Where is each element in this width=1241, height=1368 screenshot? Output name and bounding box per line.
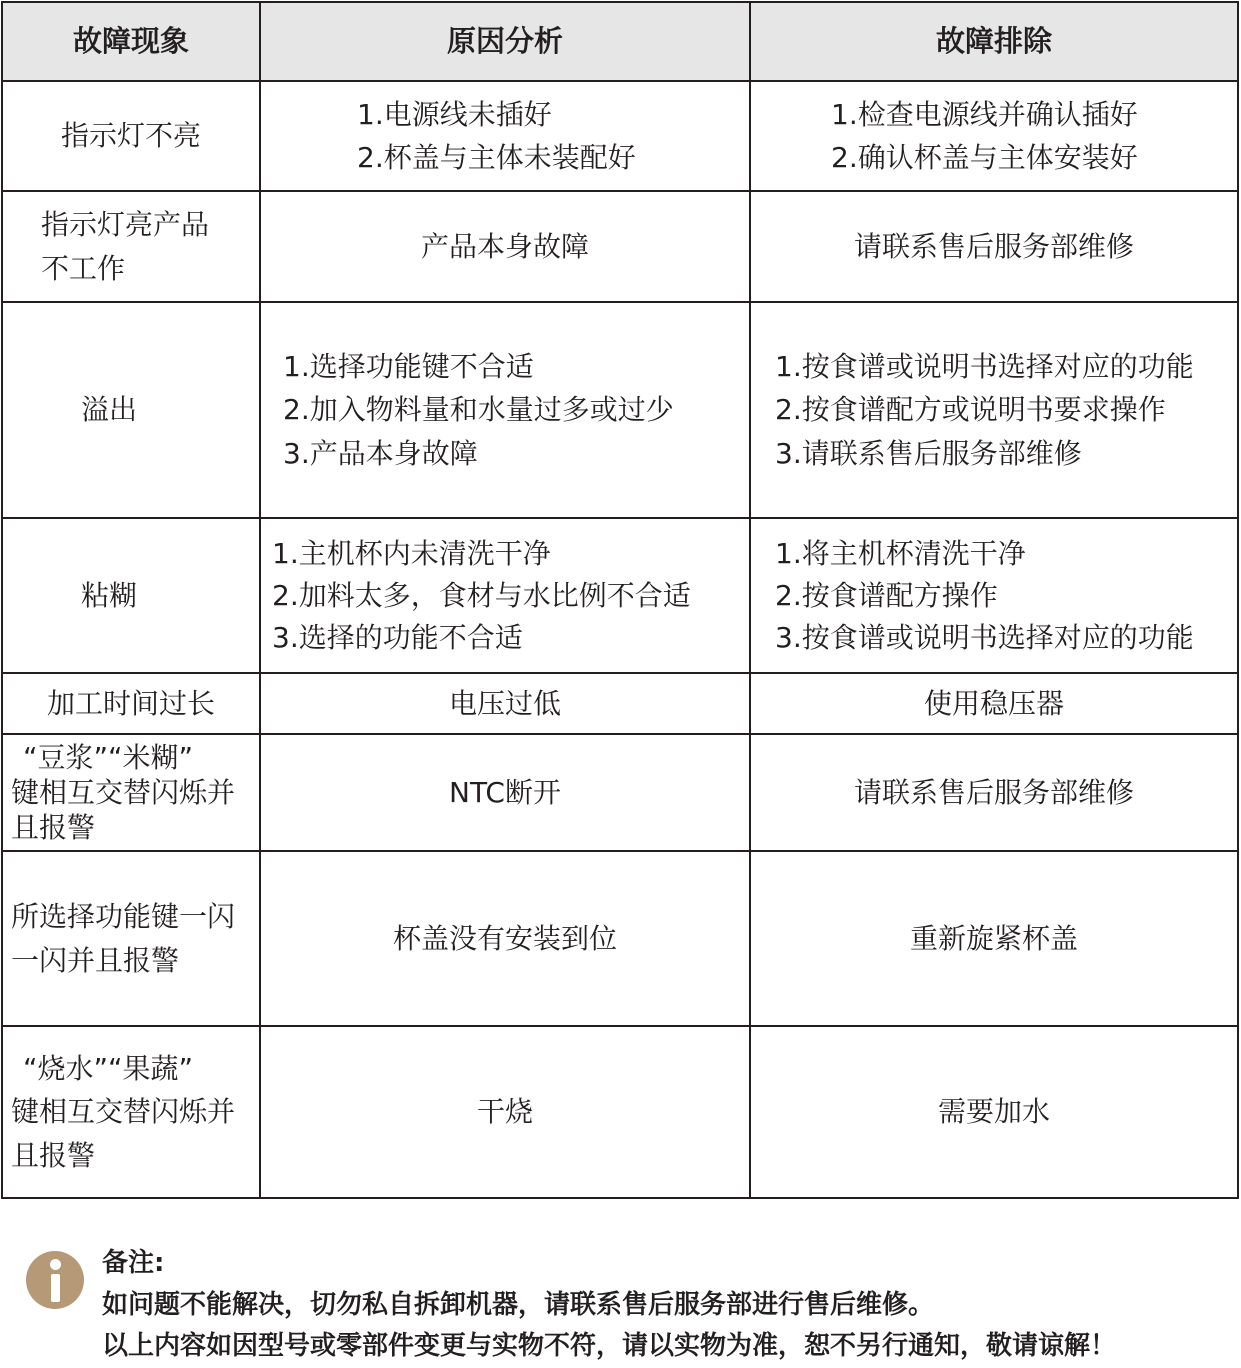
info-icon: [26, 1251, 84, 1309]
header-cause: 原因分析: [446, 24, 563, 59]
solution-cell: [751, 192, 1237, 301]
cause-text: 1.电源线未插好: [357, 97, 552, 131]
solution-text: 2.按食谱配方或说明书要求操作: [775, 393, 1166, 427]
solution-text: 重新旋紧杯盖: [909, 921, 1078, 955]
cause-text: 1.选择功能键不合适: [283, 349, 534, 383]
header-cell: [751, 3, 1237, 80]
symptom-cell: [3, 82, 261, 190]
table-header-row: [3, 3, 1237, 82]
cause-text: 3.选择的功能不合适: [272, 620, 523, 654]
symptom-text: 一闪并且报警: [11, 943, 180, 977]
solution-text: 1.按食谱或说明书选择对应的功能: [775, 349, 1194, 383]
cause-text: 3.产品本身故障: [283, 436, 478, 470]
note-line: 如问题不能解决，切勿私自拆卸机器，请联系售后服务部进行售后维修。: [102, 1289, 935, 1320]
table-row: [3, 303, 1237, 519]
symptom-cell: [3, 674, 261, 733]
symptom-cell: [3, 1027, 261, 1197]
solution-text: 1.检查电源线并确认插好: [831, 97, 1138, 131]
symptom-cell: [3, 519, 261, 672]
symptom-text: “烧水”“果蔬”: [23, 1051, 194, 1085]
solution-text: 2.按食谱配方操作: [775, 578, 998, 612]
solution-text: 3.请联系售后服务部维修: [775, 436, 1082, 470]
cause-cell: [261, 303, 751, 517]
solution-text: 3.按食谱或说明书选择对应的功能: [775, 620, 1194, 654]
cause-text: 2.杯盖与主体未装配好: [357, 141, 636, 174]
symptom-text: 粘糊: [81, 578, 138, 612]
header-solution: 故障排除: [935, 24, 1052, 59]
cause-cell: [261, 1027, 751, 1197]
symptom-text: 键相互交替闪烁并: [11, 775, 236, 809]
cause-cell: [261, 735, 751, 850]
symptom-text: “豆浆”“米糊”: [23, 740, 194, 774]
symptom-cell: [3, 735, 261, 850]
solution-cell: [751, 82, 1237, 190]
solution-cell: [751, 674, 1237, 733]
cause-text: NTC断开: [449, 775, 561, 809]
solution-cell: [751, 303, 1237, 517]
table-row: [3, 674, 1237, 735]
solution-text: 需要加水: [937, 1095, 1050, 1129]
symptom-cell: [3, 852, 261, 1025]
symptom-text: 指示灯亮产品: [41, 208, 210, 242]
symptom-text: 溢出: [81, 393, 138, 427]
cause-text: 2.加入物料量和水量过多或过少: [283, 393, 674, 427]
symptom-cell: [3, 192, 261, 301]
solution-text: 使用稳压器: [923, 686, 1064, 720]
solution-text: 1.将主机杯清洗干净: [775, 536, 1026, 570]
symptom-text: 所选择功能键一闪: [11, 900, 236, 934]
info-icon-dot: [50, 1259, 61, 1270]
cause-text: 干烧: [476, 1095, 533, 1129]
solution-text: 2.确认杯盖与主体安装好: [831, 141, 1138, 174]
header-cell: [261, 3, 751, 80]
symptom-text: 且报警: [11, 811, 96, 845]
cause-text: 1.主机杯内未清洗干净: [272, 536, 551, 570]
solution-cell: [751, 519, 1237, 672]
header-cell: [3, 3, 261, 80]
table-row: [3, 519, 1237, 674]
note-title: 备注:: [102, 1248, 165, 1278]
solution-cell: [751, 735, 1237, 850]
solution-text: 请联系售后服务部维修: [853, 229, 1134, 263]
symptom-text: 且报警: [11, 1138, 96, 1172]
cause-cell: [261, 852, 751, 1025]
note-text: [102, 1243, 1116, 1368]
solution-text: 请联系售后服务部维修: [853, 775, 1134, 809]
table-row: [3, 82, 1237, 192]
symptom-text: 指示灯不亮: [60, 119, 201, 153]
table-row: [3, 192, 1237, 303]
cause-cell: [261, 519, 751, 672]
table-row: [3, 735, 1237, 852]
cause-text: 杯盖没有安装到位: [392, 921, 617, 955]
symptom-text: 不工作: [41, 251, 126, 285]
cause-cell: [261, 192, 751, 301]
cause-text: 2.加料太多，食材与水比例不合适: [272, 578, 691, 612]
symptom-text: 键相互交替闪烁并: [11, 1095, 236, 1129]
cause-cell: [261, 674, 751, 733]
solution-cell: [751, 852, 1237, 1025]
symptom-text: 加工时间过长: [46, 686, 215, 720]
note-section: [26, 1243, 1226, 1362]
troubleshooting-table: [1, 1, 1239, 1199]
table-row: [3, 1027, 1237, 1197]
cause-cell: [261, 82, 751, 190]
cause-text: 产品本身故障: [420, 229, 589, 263]
table-row: [3, 852, 1237, 1027]
symptom-cell: [3, 303, 261, 517]
solution-cell: [751, 1027, 1237, 1197]
header-symptom: 故障现象: [72, 24, 189, 59]
cause-text: 电压过低: [448, 686, 561, 720]
info-icon-bar: [51, 1274, 60, 1302]
note-line: 以上内容如因型号或零部件变更与实物不符，请以实物为准，恕不另行通知，敬请谅解！: [102, 1331, 1117, 1362]
